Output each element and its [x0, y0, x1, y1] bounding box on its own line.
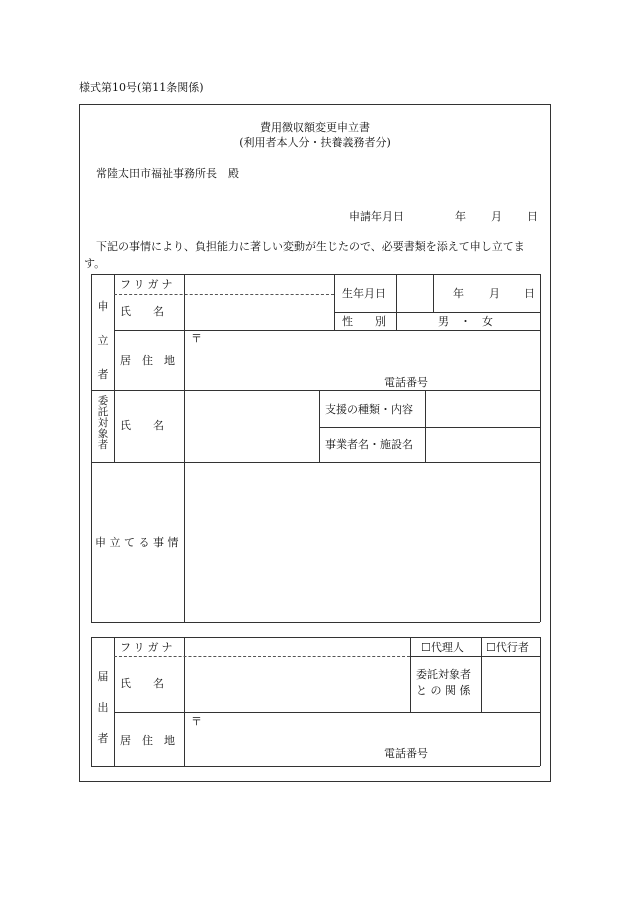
applicant-name-label: 氏 名: [120, 305, 164, 318]
birthdate-label: 生年月日: [342, 287, 386, 300]
support-label-left: [319, 390, 320, 462]
application-year: 年: [455, 210, 466, 223]
notifier-furigana-label: フリガナ: [120, 641, 176, 654]
form-title: 費用徴収額変更申立書: [260, 121, 370, 134]
application-month: 月: [491, 210, 502, 223]
reason-label: 申立てる事情: [95, 536, 182, 549]
intro-line-1: 下記の事情により、負担能力に著しい変動が生じたので、必要書類を添えて申し立てま: [96, 240, 525, 253]
table-top-border: [91, 274, 540, 275]
section-label-divider: [114, 274, 115, 462]
birthdate-day: 日: [524, 287, 535, 300]
proxy-checkbox[interactable]: ☐代行者: [486, 641, 529, 654]
relation-label-line-1: 委託対象者: [416, 668, 471, 681]
notifier-phone-label: 電話番号: [384, 747, 428, 760]
notifier-furigana-divider: [114, 656, 410, 657]
notifier-address-top: [114, 712, 540, 713]
relation-label-line-2: と の 関 係: [416, 684, 471, 697]
birthdate-month: 月: [489, 287, 500, 300]
subject-section-label: 委 託 対 象 者: [97, 395, 109, 451]
agent-checkbox[interactable]: ☐代理人: [421, 641, 464, 654]
application-date-label: 申請年月日: [349, 210, 404, 223]
intro-line-2: す。: [84, 257, 106, 270]
furigana-divider: [114, 294, 334, 295]
notifier-section-label: 届 出 者: [97, 670, 109, 745]
applicant-address-label: 居 住 地: [120, 354, 175, 367]
table-right-border: [540, 274, 541, 622]
field-label-divider: [184, 274, 185, 622]
support-value-left: [425, 390, 426, 462]
gender-label: 性 別: [342, 315, 386, 328]
provider-row-top: [319, 427, 540, 428]
birthdate-year: 年: [453, 287, 464, 300]
notifier-name-label: 氏 名: [120, 677, 164, 690]
notifier-top-border: [91, 637, 540, 638]
reason-row-top: [91, 462, 540, 463]
provider-label: 事業者名・施設名: [325, 438, 413, 451]
relation-value-left: [481, 637, 482, 712]
relation-left: [410, 637, 411, 712]
form-subtitle: (利用者本人分・扶養義務者分): [239, 136, 391, 149]
notifier-postal-mark: 〒: [191, 715, 202, 728]
checkbox-row-bottom: [410, 656, 540, 657]
birthdate-era-divider: [433, 274, 434, 312]
support-type-label: 支援の種類・内容: [325, 403, 413, 416]
notifier-right-border: [540, 637, 541, 766]
addressee: 常陸太田市福祉事務所長 殿: [96, 167, 239, 180]
table-left-border: [91, 274, 92, 622]
address-row-top: [114, 330, 540, 331]
application-day: 日: [527, 210, 538, 223]
subject-name-label: 氏 名: [120, 419, 164, 432]
applicant-furigana-label: フリガナ: [120, 278, 176, 291]
table-bottom-border: [91, 622, 540, 623]
applicant-section-label: 申 立 者: [97, 300, 109, 381]
birthdate-value-left: [396, 274, 397, 330]
notifier-address-label: 居 住 地: [120, 734, 175, 747]
birthdate-label-left: [334, 274, 335, 330]
subject-row-top: [91, 390, 540, 391]
gender-value: 男 ・ 女: [438, 315, 493, 328]
gender-row-top: [334, 312, 540, 313]
applicant-phone-label: 電話番号: [384, 376, 428, 389]
notifier-left-border: [91, 637, 92, 766]
form-number: 様式第10号(第11条関係): [79, 81, 204, 94]
notifier-bottom-border: [91, 766, 540, 767]
applicant-postal-mark: 〒: [191, 332, 202, 345]
